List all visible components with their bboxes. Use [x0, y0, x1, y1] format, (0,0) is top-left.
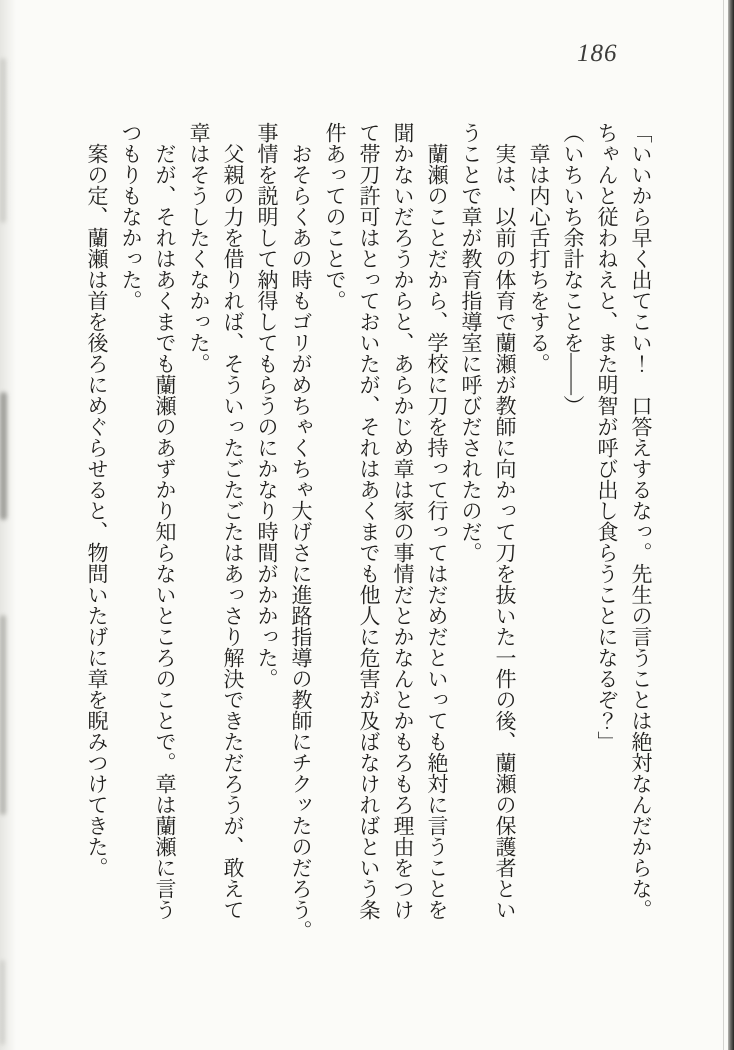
text-line: 案の定、蘭瀬は首を後ろにめぐらせると、物問いたげに章を睨みつけてきた。 [85, 122, 109, 878]
scan-artifact [0, 392, 7, 520]
text-line: （いちいち余計なことを――） [561, 122, 585, 416]
text-line: て帯刀許可はとっておいたが、それはあくまでも他人に危害が及ばなければという条 [357, 122, 381, 920]
text-line: 件あってのことで。 [323, 122, 347, 311]
text-line: 「いいから早く出てこい！ 口答えするなっ。先生の言うことは絶対なんだからな。 [629, 122, 653, 920]
text-line: 章はそうしたくなかった。 [187, 122, 211, 374]
scan-artifact [0, 960, 5, 1045]
text-line: 聞かないだろうからと、あらかじめ章は家の事情だとかなんとかもろもろ理由をつけ [391, 122, 415, 920]
text-line: だが、それはあくまでも蘭瀬のあずかり知らないところのことで。章は蘭瀬に言う [153, 122, 177, 920]
scan-artifact [0, 615, 6, 815]
page-number: 186 [577, 40, 618, 67]
text-line: 事情を説明して納得してもらうのにかなり時間がかかった。 [255, 122, 279, 689]
text-line: つもりもなかった。 [119, 122, 143, 311]
vertical-text-block [80, 122, 658, 960]
text-line: 実は、以前の体育で蘭瀬が教師に向かって刀を抜いた一件の後、蘭瀬の保護者とい [493, 122, 517, 920]
scan-artifact [0, 58, 6, 223]
text-line: 章は内心舌打ちをする。 [527, 122, 551, 374]
text-line: 蘭瀬のことだから、学校に刀を持って行ってはだめだといっても絶対に言うことを [425, 122, 449, 920]
text-line: ちゃんと従わねえと、また明智が呼び出し食らうことになるぞ？」 [595, 122, 619, 752]
text-line: うことで章が教育指導室に呼びだされたのだ。 [459, 122, 483, 563]
page-edge-line [723, 0, 724, 1050]
text-line: おそらくあの時もゴリがめちゃくちゃ大げさに進路指導の教師にチクッたのだろう。 [289, 122, 313, 941]
scan-edge-right [728, 0, 734, 1050]
text-line: 父親の力を借りれば、そういったごたごたはあっさり解決できただろうが、敢えて [221, 122, 245, 920]
